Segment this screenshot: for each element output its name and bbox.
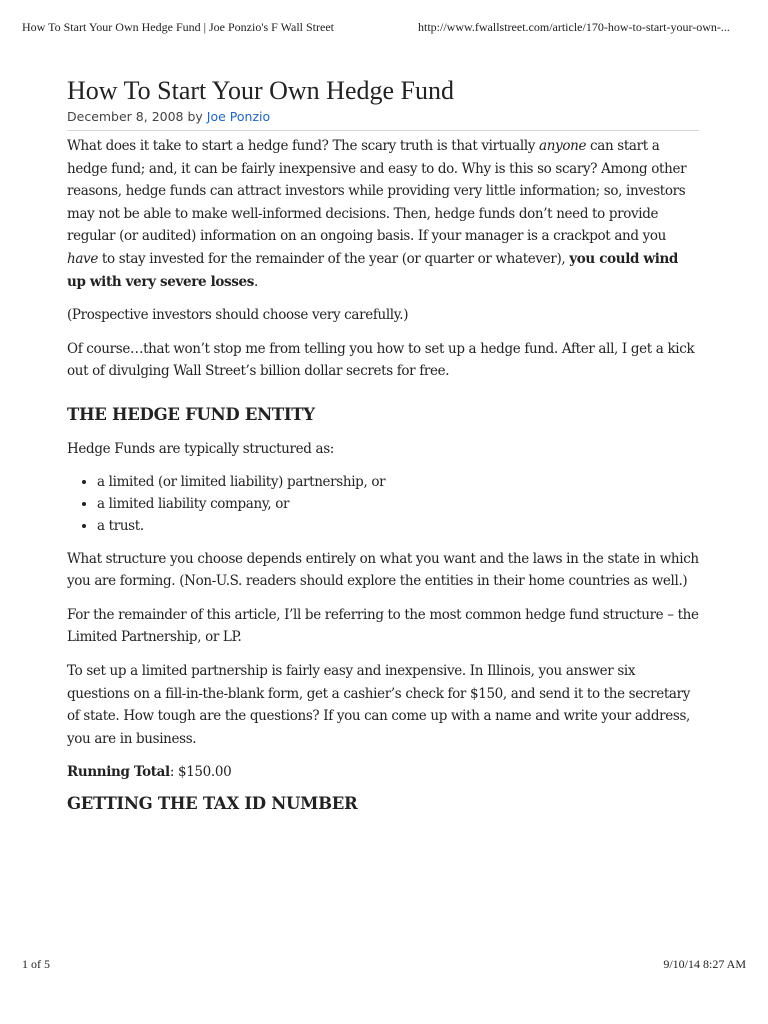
running-total <box>67 761 699 784</box>
print-header-url: http://www.fwallstreet.com/article/170-how-to-start-your-own-... <box>418 20 730 34</box>
page-number: 1 of 5 <box>22 957 50 971</box>
author-link[interactable]: Joe Ponzio <box>206 109 271 124</box>
heading-tax-id: GETTING THE TAX ID NUMBER <box>67 793 358 813</box>
paragraph-limited-partnership: For the remainder of this article, I’ll be referring to the most common hedge fund structure – the Limited Partnership, or LP. <box>67 606 699 646</box>
list-item: • a limited (or limited liability) partnership, or <box>97 471 699 493</box>
heading-hedge-fund-entity: THE HEDGE FUND ENTITY <box>67 404 315 424</box>
running-total-value: : $150.00 <box>169 764 232 781</box>
paragraph-of-course: Of course…that won’t stop me from telling you how to set up a hedge fund. After all, I get a kick out of divulging Wall Street’s billion dollar secrets for free. <box>67 340 695 380</box>
paragraph-structure-choice: What structure you choose depends entirely on what you want and the laws in the state in which you are forming. (Non-U.S. readers should explore the entities in their home countries as well.) <box>67 550 699 590</box>
print-header-title: How To Start Your Own Hedge Fund | Joe Ponzio's F Wall Street <box>22 20 334 34</box>
emphasis-anyone: anyone <box>539 138 587 154</box>
paragraph-structured-as: Hedge Funds are typically structured as: <box>67 440 334 457</box>
print-header <box>22 20 746 36</box>
paragraph-intro: What does it take to start a hedge fund? The scary truth is that virtually anyone can start a hedge fund; and, it can be fairly inexpensive and easy to do. Why is this so scary? Among other reasons, hedge funds can attract investors while providing very little information; so, investors may not be able to make well-informed decisions. Then, hedge funds don’t need to provide regular (or audited) information on an ongoing basis. If your manager is a crackpot and you have to stay invested for the remainder of the year (or quarter or whatever), you could wind up with very severe losses. <box>67 138 687 290</box>
list-item: • a limited liability company, or <box>97 493 699 515</box>
running-total-label: Running Total <box>67 764 170 781</box>
paragraph-illinois: To set up a limited partnership is fairly easy and inexpensive. In Illinois, you answer six questions on a fill-in-the-blank form, get a cashier’s check for $150, and send it to the secretary of state. How tough are the questions? If you can come up with a name and write your address, you are in business. <box>67 662 690 747</box>
structure-list <box>67 471 699 537</box>
emphasis-losses: you could wind up with very severe losses <box>67 250 679 290</box>
publish-date: December 8, 2008 by <box>67 109 207 124</box>
emphasis-have: have <box>67 250 98 267</box>
print-footer <box>22 957 746 973</box>
article <box>67 76 699 816</box>
list-item: • a trust. <box>97 515 699 537</box>
byline <box>67 109 699 131</box>
print-datetime: 9/10/14 8:27 AM <box>663 957 746 971</box>
article-title: How To Start Your Own Hedge Fund <box>67 76 454 105</box>
paragraph-prospective: (Prospective investors should choose very carefully.) <box>67 307 409 324</box>
